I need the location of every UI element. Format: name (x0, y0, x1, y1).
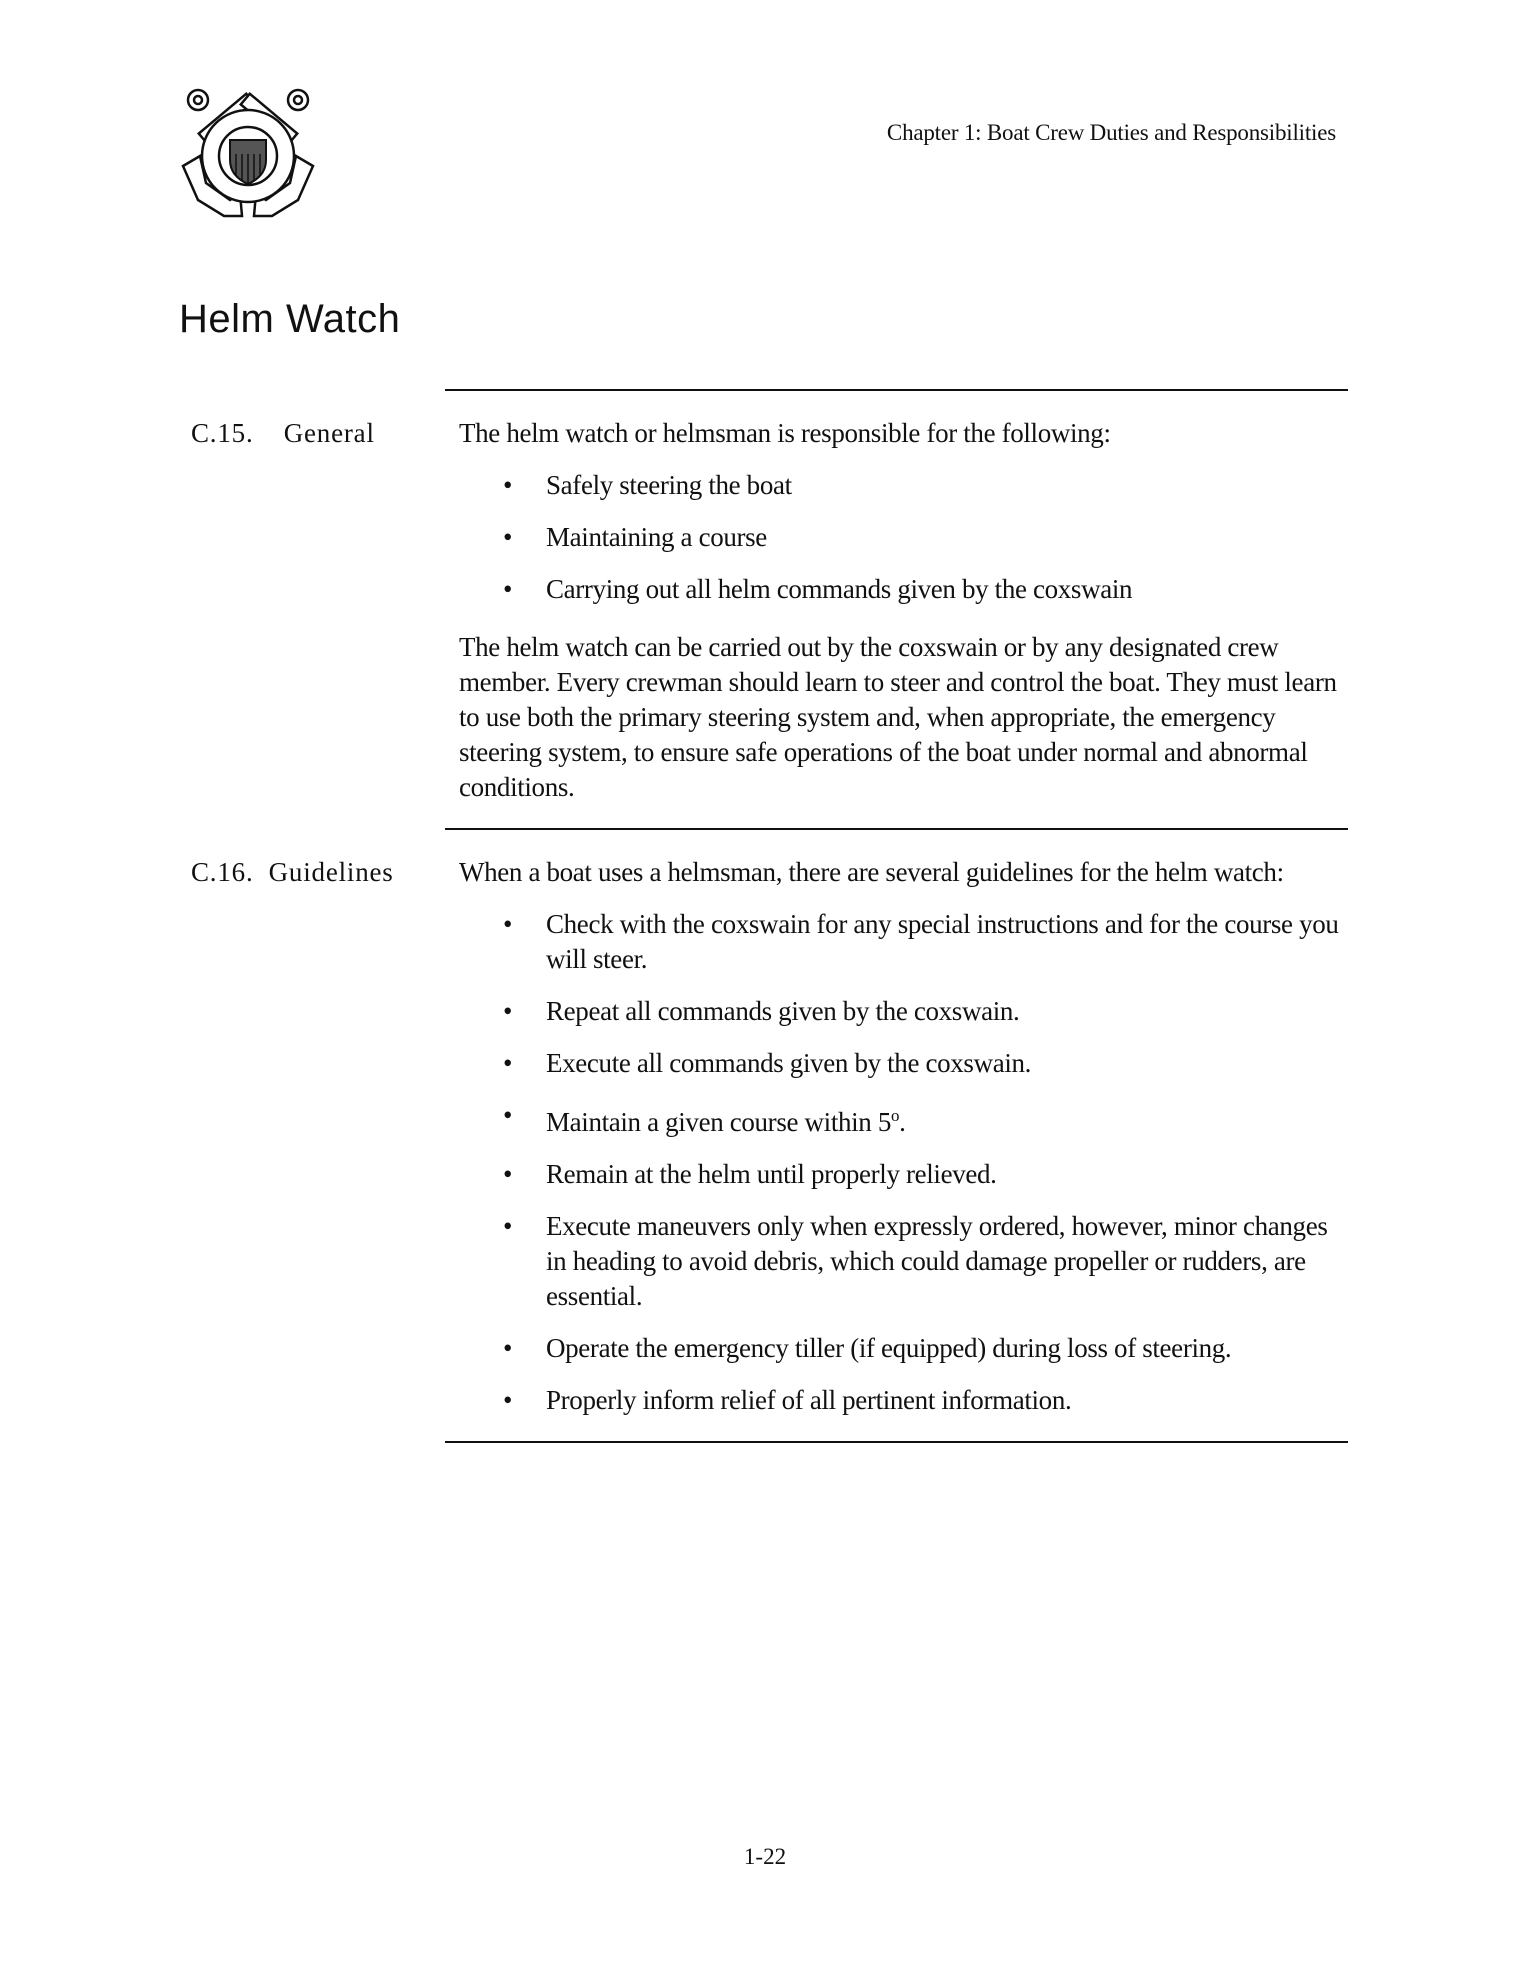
section-c16 (191, 828, 1348, 1443)
bullet-icon: • (503, 909, 513, 939)
bullet-icon: • (503, 1211, 513, 1241)
list-item: • Remain at the helm until properly relieved. (459, 1157, 1339, 1192)
bullet-icon: • (503, 470, 513, 500)
list-item: • Properly inform relief of all pertinent information. (459, 1383, 1339, 1418)
section-number: C.16. (191, 857, 254, 887)
bullet-icon: • (503, 1385, 513, 1415)
section-intro: The helm watch or helmsman is responsible for the following: (459, 418, 1111, 448)
list-item: • Maintaining a course (459, 520, 1339, 555)
list-item: • Operate the emergency tiller (if equipped) during loss of steering. (459, 1331, 1339, 1366)
list-item: • Execute maneuvers only when expressly ordered, however, minor changes in heading to avoid debris, which could damage propeller or rudders, are essential. (503, 1211, 1328, 1311)
bullet-icon: • (503, 1333, 513, 1363)
section-c15 (191, 389, 1348, 828)
bullet-list (459, 907, 1339, 1418)
coast-guard-seal-logo (178, 88, 318, 222)
section-label (191, 855, 394, 890)
section-label (191, 416, 375, 451)
bullet-icon: • (503, 1048, 513, 1078)
section-intro: When a boat uses a helmsman, there are several guidelines for the helm watch: (459, 857, 1284, 887)
degree-sup: o (890, 1106, 900, 1125)
bullet-icon: • (503, 522, 513, 552)
bullet-icon: • (503, 996, 513, 1026)
list-item: • Check with the coxswain for any special instructions and for the course you will steer. (503, 909, 1339, 974)
page-number: 1-22 (743, 1844, 787, 1869)
list-item: • Carrying out all helm commands given by the coxswain (459, 572, 1339, 607)
page-title: Helm Watch (179, 297, 401, 341)
list-item: • Repeat all commands given by the coxswain. (459, 994, 1339, 1029)
bullet-list (459, 468, 1339, 607)
list-item: • Safely steering the boat (459, 468, 1339, 503)
section-paragraph: The helm watch can be carried out by the coxswain or by any designated crew member. Every crewman should learn to steer and control the boat. They must learn to use both the primary steering system and, when appropriate, the emergency steering system, to ensure safe operations of the boat under normal and abnormal conditions. (459, 632, 1337, 802)
section-number: C.15. (191, 418, 254, 448)
bullet-icon: • (503, 1159, 513, 1189)
list-item: • Maintain a given course within 5$^o$. (503, 1100, 906, 1137)
bullet-icon: • (503, 574, 513, 604)
content-table (191, 389, 1348, 1443)
section-heading: Guidelines (268, 857, 394, 887)
bullet-icon: • (503, 1100, 513, 1130)
section-heading: General (283, 418, 375, 448)
list-item: • Execute all commands given by the coxswain. (459, 1046, 1339, 1081)
running-header: Chapter 1: Boat Crew Duties and Responsibilities (886, 120, 1336, 145)
